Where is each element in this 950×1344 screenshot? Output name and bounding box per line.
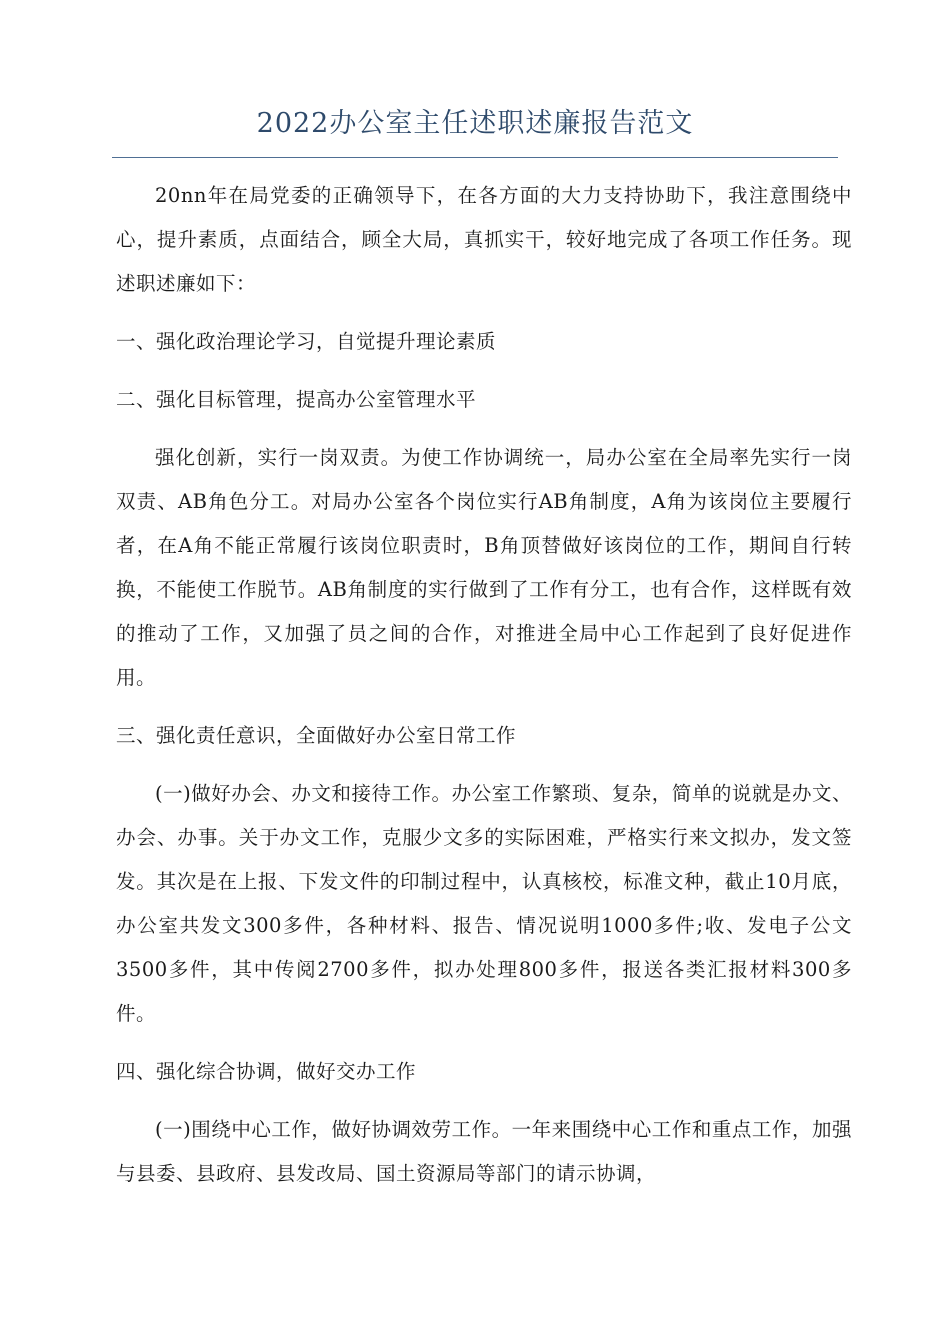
- section-heading-2: 二、强化目标管理，提高办公室管理水平: [116, 388, 477, 411]
- document-title: 2022办公室主任述职述廉报告范文: [256, 108, 694, 139]
- section-3-paragraph: (一)做好办会、办文和接待工作。办公室工作繁琐、复杂，简单的说就是办文、办会、办事。关于办文工作，克服少文多的实际困难，严格实行来文拟办，发文签发。其次是在上报、下发文件的印制过程中，认真核校，标准文种，截止10月底，办公室共发文300多件，各种材料、报告、情况说明1000多件;收、发电子公文3500多件，其中传阅2700多件，拟办处理800多件，报送各类汇报材料300多件。: [116, 782, 852, 1025]
- section-heading-1: 一、强化政治理论学习，自觉提升理论素质: [116, 330, 497, 353]
- section-heading-4: 四、强化综合协调，做好交办工作: [116, 1060, 417, 1083]
- intro-paragraph: 20nn年在局党委的正确领导下，在各方面的大力支持协助下，我注意围绕中心，提升素质，点面结合，顾全大局，真抓实干，较好地完成了各项工作任务。现述职述廉如下：: [116, 184, 852, 295]
- title-divider: [112, 157, 838, 158]
- section-4-paragraph: (一)围绕中心工作，做好协调效劳工作。一年来围绕中心工作和重点工作，加强与县委、县政府、县发改局、国土资源局等部门的请示协调，: [116, 1118, 852, 1185]
- section-heading-3: 三、强化责任意识，全面做好办公室日常工作: [116, 724, 517, 747]
- section-2-paragraph: 强化创新，实行一岗双责。为使工作协调统一，局办公室在全局率先实行一岗双责、AB角色分工。对局办公室各个岗位实行AB角制度，A角为该岗位主要履行者，在A角不能正常履行该岗位职责时，B角顶替做好该岗位的工作，期间自行转换，不能使工作脱节。AB角制度的实行做到了工作有分工，也有合作，这样既有效的推动了工作，又加强了员之间的合作，对推进全局中心工作起到了良好促进作用。: [116, 446, 852, 689]
- document-body: [116, 174, 852, 1210]
